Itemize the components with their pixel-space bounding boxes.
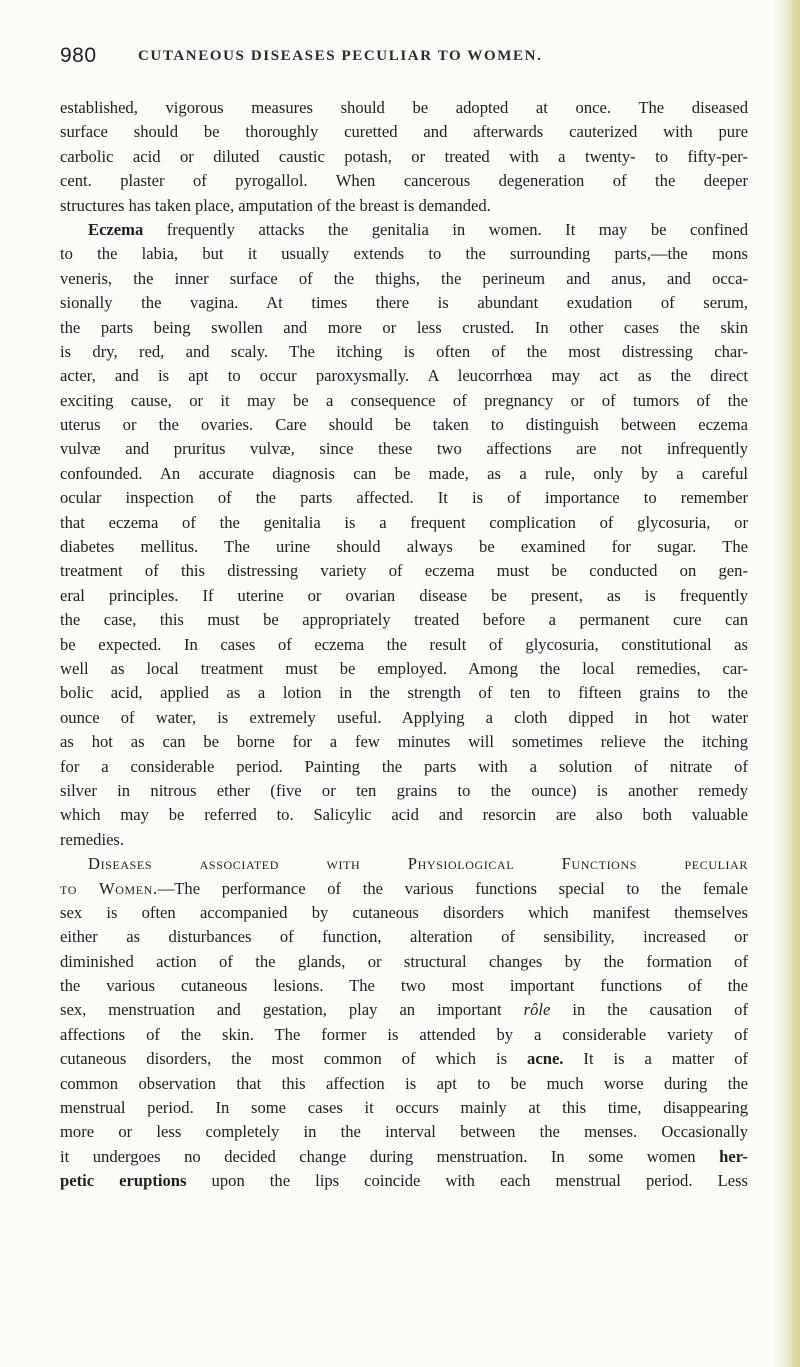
text-line xyxy=(60,218,748,242)
text-segment: cutaneous disorders, the most common of which is xyxy=(60,1049,508,1069)
text-line: acter, and is apt to occur paroxysmally. A leucorrhœa may act as the direct xyxy=(60,366,748,386)
page-edge-shadow xyxy=(774,0,800,1367)
text-line: sex is often accompanied by cutaneous disorders which manifest themselves xyxy=(60,902,748,922)
text-line: menstrual period. In some cases it occurs mainly at this time, disappearing xyxy=(60,1098,748,1118)
text-line: be expected. In cases of eczema the result of glycosuria, constitutional as xyxy=(60,634,748,654)
text-line: the various cutaneous lesions. The two most important functions of the xyxy=(60,976,748,996)
text-line: that eczema of the genitalia is a frequent complication of glycosuria, or xyxy=(60,512,748,532)
text-segment: frequently attacks the genitalia in women. It may be confined xyxy=(166,219,749,239)
term-acne: acne. xyxy=(527,1049,564,1069)
text-line: vulvæ and pruritus vulvæ, since these two affections are not infrequently xyxy=(60,439,748,459)
text-segment: upon the lips coincide with each menstrual period. Less xyxy=(211,1171,748,1191)
italic-term: rôle xyxy=(523,1000,551,1020)
text-segment: sex, menstruation and gestation, play an important xyxy=(60,1000,502,1020)
running-title: CUTANEOUS DISEASES PECULIAR TO WOMEN. xyxy=(138,48,543,64)
text-segment: It is a matter of xyxy=(583,1049,749,1069)
text-line: eral principles. If uterine or ovarian disease be present, as is frequently xyxy=(60,585,748,605)
text-line: veneris, the inner surface of the thighs, the perineum and anus, and occa- xyxy=(60,268,748,288)
text-line: as hot as can be borne for a few minutes will sometimes relieve the itching xyxy=(60,732,748,752)
text-line: more or less completely in the interval between the menses. Occasionally xyxy=(60,1122,748,1142)
section-heading-continuation: to Women. xyxy=(60,878,158,898)
text-line: well as local treatment must be employed. Among the local remedies, car- xyxy=(60,658,748,678)
text-line: remedies. xyxy=(60,829,125,849)
text-line: the parts being swollen and more or less crusted. In other cases the skin xyxy=(60,317,748,337)
term-herpetic-eruptions: petic eruptions xyxy=(60,1171,187,1191)
text-line xyxy=(60,998,748,1022)
text-line: silver in nitrous ether (five or ten grains to the ounce) is another remedy xyxy=(60,780,748,800)
section-heading-line: Diseases associated with Physiological Functions peculiar xyxy=(88,854,748,874)
text-line: sionally the vagina. At times there is abundant exudation of serum, xyxy=(60,293,748,313)
text-line: treatment of this distressing variety of eczema must be conducted on gen- xyxy=(60,561,748,581)
page-number: 980 xyxy=(60,44,97,67)
page-header xyxy=(60,44,750,74)
text-line: either as disturbances of function, alteration of sensibility, increased or xyxy=(60,927,748,947)
text-line: exciting cause, or it may be a consequence of pregnancy or of tumors of the xyxy=(60,390,748,410)
text-segment: it undergoes no decided change during menstruation. In some women xyxy=(60,1146,696,1166)
text-line: confounded. An accurate diagnosis can be made, as a rule, only by a careful xyxy=(60,463,748,483)
text-line: structures has taken place, amputation of the breast is demanded. xyxy=(60,195,491,215)
text-line xyxy=(60,877,748,901)
text-line xyxy=(60,1145,748,1169)
text-line: bolic acid, applied as a lotion in the strength of ten to fifteen grains to the xyxy=(60,683,748,703)
text-line: is dry, red, and scaly. The itching is often of the most distressing char- xyxy=(60,341,748,361)
text-line: uterus or the ovaries. Care should be taken to distinguish between eczema xyxy=(60,415,748,435)
text-line: which may be referred to. Salicylic acid and resorcin are also both valuable xyxy=(60,805,748,825)
term-eczema: Eczema xyxy=(88,219,144,239)
text-line xyxy=(60,1047,748,1071)
text-line: established, vigorous measures should be adopted at once. The diseased xyxy=(60,98,748,117)
text-segment: in the causation of xyxy=(572,1000,748,1020)
text-line: common observation that this affection is apt to be much worse during the xyxy=(60,1073,748,1093)
text-line: carbolic acid or diluted caustic potash, or treated with a twenty- to fifty-per- xyxy=(60,146,748,166)
text-line: ocular inspection of the parts affected. It is of importance to remember xyxy=(60,488,748,508)
text-line: surface should be thoroughly curetted and afterwards cauterized with pure xyxy=(60,122,748,142)
text-line: for a considerable period. Painting the parts with a solution of nitrate of xyxy=(60,756,748,776)
text-line: cent. plaster of pyrogallol. When cancerous degeneration of the deeper xyxy=(60,171,748,191)
text-line: the case, this must be appropriately treated before a permanent cure can xyxy=(60,610,748,630)
text-line: diabetes mellitus. The urine should always be examined for sugar. The xyxy=(60,537,748,557)
text-segment: —The performance of the various functions special to the female xyxy=(157,878,748,898)
text-line: affections of the skin. The former is attended by a considerable variety of xyxy=(60,1024,748,1044)
term-herpetic: her- xyxy=(719,1146,748,1166)
text-line: to the labia, but it usually extends to the surrounding parts,—the mons xyxy=(60,244,748,264)
text-line xyxy=(60,1169,748,1193)
text-line: ounce of water, is extremely useful. Applying a cloth dipped in hot water xyxy=(60,707,748,727)
text-line: diminished action of the glands, or structural changes by the formation of xyxy=(60,951,748,971)
body-text xyxy=(60,96,748,1194)
